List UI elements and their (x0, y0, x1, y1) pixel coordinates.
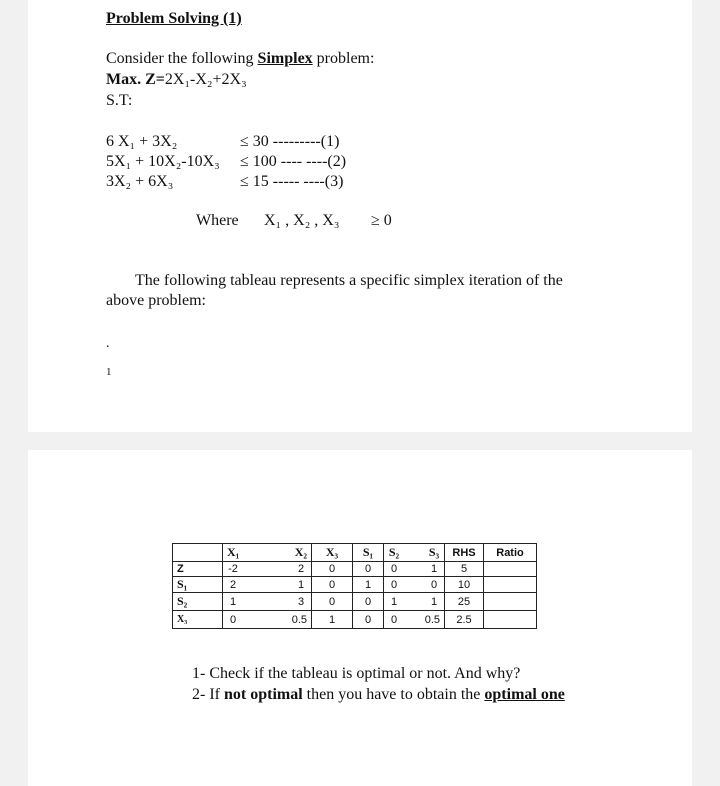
header-ratio: Ratio (484, 544, 537, 562)
table-row (173, 577, 537, 593)
objective-line (106, 71, 247, 89)
document-page-2 (28, 450, 692, 786)
cell-s2: 0 (390, 578, 398, 591)
cell-x3: 0 (312, 593, 353, 611)
cell-rhs: 25 (445, 593, 484, 611)
cell-s1: 1 (353, 577, 384, 593)
cell-s2: 1 (390, 595, 398, 608)
header-rhs: RHS (445, 544, 484, 562)
cell-s3: 1 (430, 563, 438, 575)
cell-x3: 0 (312, 577, 353, 593)
objective-expr: 2X₁-X₂+2X₃ (164, 71, 247, 88)
constraint-2-lhs: 5X₁ + 10X₂-10X₃ (106, 153, 220, 170)
basic-var: Z (173, 562, 223, 577)
cell-x1-x2 (223, 577, 312, 593)
cell-x3: 0 (312, 562, 353, 577)
cell-s2-s3 (384, 593, 445, 611)
cell-s3: 0.5 (424, 613, 440, 626)
header-x1-x2 (223, 544, 312, 562)
header-s2: S₂ (388, 545, 400, 559)
cell-ratio (484, 562, 537, 577)
cell-x1-x2 (223, 611, 312, 629)
where-cond: ≥ 0 (371, 212, 392, 229)
tableau-header-row (173, 544, 537, 562)
simplex-tableau (172, 543, 537, 629)
cell-x3: 1 (312, 611, 353, 629)
constraint-2-rhs: ≤ 100 ---- ----(2) (240, 153, 347, 170)
q2-prefix: 2- If (192, 686, 224, 703)
cell-ratio (484, 611, 537, 629)
q2-mid: then you have to obtain the (302, 686, 485, 703)
cell-ratio (484, 577, 537, 593)
question-2 (192, 686, 565, 704)
header-x1: X₁ (227, 545, 240, 559)
basic-var: X₃ (173, 611, 223, 629)
header-s1: S₁ (353, 544, 384, 562)
cell-s1: 0 (353, 593, 384, 611)
cell-x2: 2 (297, 563, 305, 575)
cell-ratio (484, 593, 537, 611)
cell-rhs: 2.5 (445, 611, 484, 629)
cell-x1-x2 (223, 593, 312, 611)
following-line-1: The following tableau represents a specific simplex iteration of the (135, 272, 563, 289)
cell-s2-s3 (384, 562, 445, 577)
cell-x1: 2 (229, 578, 237, 591)
header-s2-s3 (384, 544, 445, 562)
header-x3: X₃ (312, 544, 353, 562)
cell-x2: 1 (297, 578, 305, 591)
header-x2: X₂ (294, 545, 307, 559)
table-row (173, 562, 537, 577)
q2-bold: not optimal (223, 686, 303, 703)
problem-title: Problem Solving (1) (106, 10, 242, 27)
question-1: 1- Check if the tableau is optimal or not. And why? (192, 665, 521, 682)
where-label: Where (196, 212, 239, 229)
cell-s1: 0 (353, 562, 384, 577)
cell-x1-x2 (223, 562, 312, 577)
cell-x1: 0 (229, 613, 237, 626)
cell-rhs: 5 (445, 562, 484, 577)
cell-s1: 0 (353, 611, 384, 629)
q2-underlined: optimal one (484, 686, 565, 703)
basic-var: S₁ (173, 577, 223, 593)
intro-suffix: problem: (312, 50, 375, 67)
stray-dot: . (106, 336, 110, 351)
basic-var: S₂ (173, 593, 223, 611)
objective-label: Max. Z= (106, 71, 165, 88)
corner-cell (173, 544, 223, 562)
constraint-3-rhs: ≤ 15 ----- ----(3) (240, 173, 344, 190)
st-label: S.T: (106, 92, 133, 109)
table-row (173, 611, 537, 629)
intro-keyword: Simplex (257, 50, 313, 67)
constraint-1-lhs: 6 X₁ + 3X₂ (106, 133, 178, 150)
cell-s2: 0 (390, 563, 398, 575)
intro-line (106, 50, 374, 68)
constraint-1-rhs: ≤ 30 ---------(1) (240, 133, 340, 150)
cell-x2: 0.5 (291, 613, 307, 626)
document-page-1 (28, 0, 692, 432)
table-row (173, 593, 537, 611)
cell-rhs: 10 (445, 577, 484, 593)
constraint-3-lhs: 3X₂ + 6X₃ (106, 173, 174, 190)
cell-x1: -2 (228, 563, 238, 575)
cell-s3: 1 (430, 595, 438, 608)
cell-s2-s3 (384, 611, 445, 629)
header-s3: S₃ (428, 545, 440, 559)
following-line-2: above problem: (106, 292, 206, 309)
cell-s2: 0 (390, 613, 398, 626)
cell-x2: 3 (297, 595, 305, 608)
cell-s2-s3 (384, 577, 445, 593)
cell-x1: 1 (229, 595, 237, 608)
page-number: 1 (106, 366, 112, 378)
cell-s3: 0 (430, 578, 438, 591)
intro-prefix: Consider the following (106, 50, 258, 67)
where-vars: X₁ , X₂ , X₃ (264, 212, 340, 229)
